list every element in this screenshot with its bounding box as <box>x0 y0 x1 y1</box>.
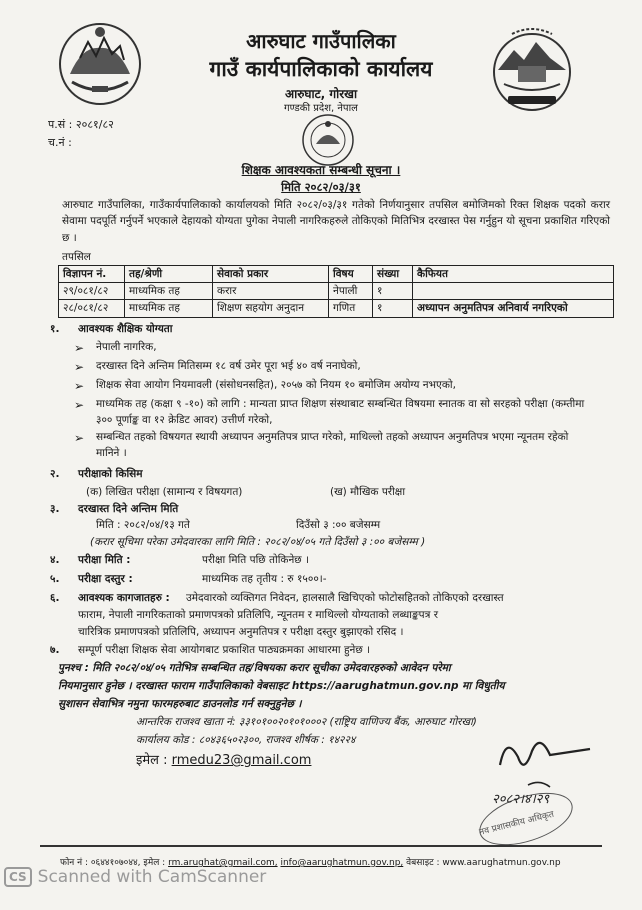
section-2-heading: २. परीक्षाको किसिम <box>50 468 143 480</box>
footer-divider <box>40 845 602 847</box>
table-cell: नेपाली <box>329 283 373 300</box>
section-7-heading: ७. सम्पूर्ण परीक्षा शिक्षक सेवा आयोगबाट प्रकाशित पाठ्यक्रमका आधारमा हुनेछ । <box>50 644 371 656</box>
table-label: तपसिल <box>62 251 91 263</box>
arrow-bullet-icon: ➢ <box>74 379 85 393</box>
footer-email-label: इमेल : <box>143 858 166 868</box>
table-row <box>59 300 614 317</box>
postscript-line-2: नियमानुसार हुनेछ । दरखास्त फाराम गाउँपालिकाको वेबसाइट https://aarughatmun.gov.np मा विधुतीय <box>58 680 505 692</box>
office-name-title: आरुघाट गाउँपालिका <box>246 29 396 53</box>
notice-title: शिक्षक आवश्यकता सम्बन्धी सूचना । <box>241 163 401 177</box>
office-seal-stamp <box>300 112 356 168</box>
footer-website-link[interactable]: www.aarughatmun.gov.np <box>442 858 561 868</box>
qualification-item: ➢ दरखास्त दिने अन्तिम मितिसम्म १८ वर्ष उमेर पूरा भई ४० वर्ष ननाघेको, <box>74 358 594 374</box>
exam-date-value: परीक्षा मिति पछि तोकिनेछ । <box>202 554 309 566</box>
arrow-bullet-icon: ➢ <box>74 341 85 355</box>
notice-intro-paragraph: आरुघाट गाउँपालिका, गाउँकार्यपालिकाको कार्यालयको मिति २०८२/०३/३१ गतेको निर्णयानुसार तपसिल बमोजिमको रिक्त शिक्षक पदको करार सेवामा पदपूर्ति गर्नुपर्ने भएकाले देहायको योग्यता पुगेका नेपाली नागरिकहरुले तोकिएको मितिभित्र दरखास्त पेस गर्नुहुन यो सूचना प्रकाशित गरिएको छ । <box>62 199 610 244</box>
table-cell: शिक्षण सहयोग अनुदान <box>213 300 329 317</box>
reference-number: प.सं : २०८१/८२ <box>48 118 114 131</box>
footer-email-2[interactable]: info@aarughatmun.gov.np, <box>280 858 404 868</box>
office-province: गण्डकी प्रदेश, नेपाल <box>284 103 358 114</box>
column-header: विषय <box>329 266 373 283</box>
camscanner-watermark <box>4 866 266 889</box>
footer-web-label: वेबसाइट : <box>406 858 440 868</box>
table-cell: अध्यापन अनुमतिपत्र अनिवार्य नगरिएको <box>413 300 614 317</box>
table-cell: माध्यमिक तह <box>125 300 213 317</box>
section-number: १. <box>50 323 60 335</box>
contact-email-line <box>136 751 311 771</box>
section-6-heading: ६. आवश्यक कागजातहरु : <box>50 592 170 604</box>
office-code-line: कार्यालय कोड : ८०४३६५०२३००, राजश्व शीर्षक : १४२२४ <box>136 734 356 746</box>
column-header: तह/श्रेणी <box>125 266 213 283</box>
table-cell: गणित <box>329 300 373 317</box>
notice-date: मिति २०८२/०३/३१ <box>281 180 361 194</box>
section-3-heading: ३. दरखास्त दिने अन्तिम मिति <box>50 503 179 515</box>
watermark-text: Scanned with CamScanner <box>37 867 267 887</box>
table-row <box>59 283 614 300</box>
postscript-line-3: सुशासन सेवाभित्र नमुना फारमहरुबाट डाउनलोड गर्न सक्नुहुनेछ । <box>58 698 302 710</box>
email-link[interactable]: rmedu23@gmail.com <box>171 753 312 768</box>
qualification-item: ➢ सम्बन्धित तहको विषयगत स्थायी अध्यापन अनुमतिपत्र प्राप्त गरेको, माथिल्लो तहको अध्यापन अनुमतिपत्र भएमा न्यूनतम रहेको मानिने । <box>74 431 569 460</box>
column-header: विज्ञापन नं. <box>59 266 125 283</box>
arrow-bullet-icon: ➢ <box>74 398 85 412</box>
table-cell: माध्यमिक तह <box>125 283 213 300</box>
footer-email-1[interactable]: rm.arughat@gmail.com, <box>168 858 278 868</box>
email-label: इमेल : <box>136 753 168 768</box>
documents-line-2: फाराम, नेपाली नागरिकताको प्रमाणपत्रको प्रतिलिपि, न्यूनतम र माथिल्लो योग्यताको लब्धाङ्कपत्र र <box>78 609 439 621</box>
exam-type-oral: (ख) मौखिक परीक्षा <box>330 486 406 498</box>
office-subtitle: गाउँ कार्यपालिकाको कार्यालय <box>209 57 433 81</box>
column-header: सेवाको प्रकार <box>213 266 329 283</box>
stamp-title: नव प्रशासकीय अधिकृत <box>478 809 556 838</box>
office-address: आरुघाट, गोरखा <box>284 87 358 101</box>
table-cell: १ <box>373 300 413 317</box>
arrow-bullet-icon: ➢ <box>74 431 85 445</box>
section-4-heading: ४. परीक्षा मिति : <box>50 554 131 566</box>
column-header: संख्या <box>373 266 413 283</box>
qualification-item: ➢ नेपाली नागरिक, <box>74 339 594 355</box>
qualification-item: ➢ शिक्षक सेवा आयोग नियमावली (संसोधनसहित), २०५७ को नियम १० बमोजिम अयोग्य नभएको, <box>74 377 594 393</box>
camscanner-logo-icon: CS <box>4 867 32 887</box>
deadline-note: (करार सूचिमा परेका उमेदवारका लागि मिति : २०८२/०४/०५ गते दिउँसो ३ :०० बजेसम्म ) <box>90 536 426 548</box>
revenue-account-line: आन्तरिक राजश्व खाता नं: ३३१०१००२०१०१०००२ (राष्ट्रिय वाणिज्य बैंक, आरुघाट गोरखा) <box>136 716 477 728</box>
deadline-time: दिउँसो ३ :०० बजेसम्म <box>296 519 381 531</box>
section-1-heading <box>50 322 173 336</box>
vacancy-table <box>58 265 614 318</box>
exam-type-written: (क) लिखित परीक्षा (सामान्य र विषयगत) <box>86 486 243 498</box>
signature-and-stamp <box>470 725 620 845</box>
documents-line-1: उमेदवारको व्यक्तिगत निवेदन, हालसालै खिचिएको फोटोसहितको तोकिएको दरखास्त <box>186 592 504 604</box>
postscript-line-1: पुनश्च : मिति २०८२/०४/०५ गतेभित्र सम्बन्धित तह/विषयका करार सूचीका उमेदवारहरुको आवेदन परेमा <box>58 662 451 674</box>
table-header-row <box>59 266 614 283</box>
documents-line-3: चारित्रिक प्रमाणपत्रको प्रतिलिपि, अध्यापन अनुमतिपत्र र परीक्षा दस्तुर बुझाएको रसिद । <box>78 626 404 638</box>
arrow-bullet-icon: ➢ <box>74 360 85 374</box>
qualification-item: ➢ माध्यमिक तह (कक्षा ९ -१०) को लागि : मान्यता प्राप्त शिक्षण संस्थाबाट सम्बन्धित विषयमा स्नातक वा सो सरहको परीक्षा (कम्तीमा ३०० पूर्णाङ्क वा १२ क्रेडिट आवर) उत्तीर्ण गरेको, <box>74 398 585 427</box>
table-cell: २९/०८१/८२ <box>59 283 125 300</box>
deadline-date: मिति : २०८२/०४/१३ गते <box>96 519 190 531</box>
section-5-heading: ५. परीक्षा दस्तुर : <box>50 573 133 585</box>
column-header: कैफियत <box>413 266 614 283</box>
table-cell: २८/०८१/८२ <box>59 300 125 317</box>
exam-fee-value: माध्यमिक तह तृतीय : रु १५००।- <box>202 573 327 585</box>
table-cell: १ <box>373 283 413 300</box>
dispatch-number: च.नं : <box>48 136 72 149</box>
table-cell <box>413 283 614 300</box>
section-title: आवश्यक शैक्षिक योग्यता <box>78 323 173 335</box>
table-cell: करार <box>213 283 329 300</box>
signature-date: २०८२।४।२९ <box>492 792 550 807</box>
footer-phone: फोन नं : ०६४४१०७०४४, <box>60 858 141 868</box>
